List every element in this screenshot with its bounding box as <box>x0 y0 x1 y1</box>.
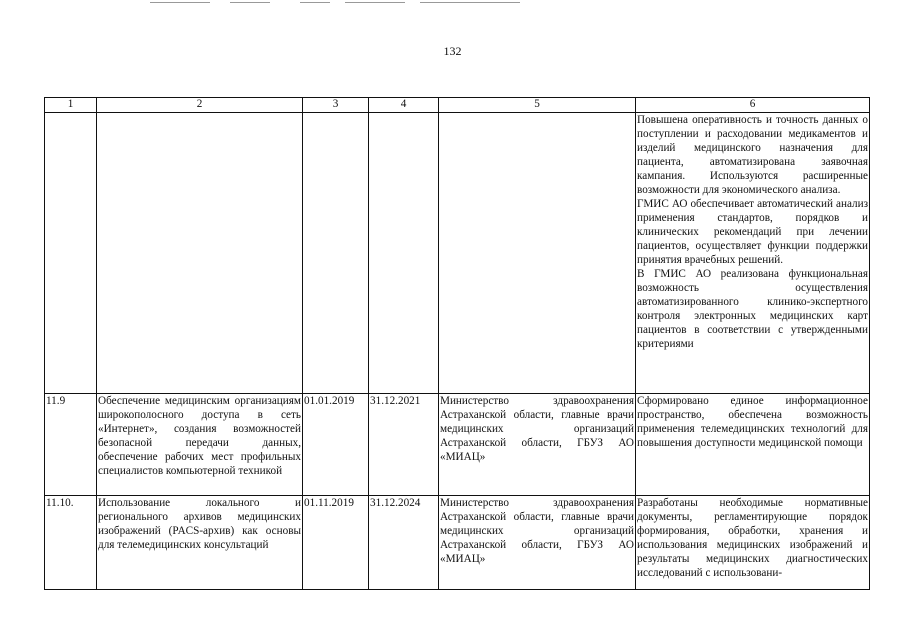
table-row <box>45 394 870 496</box>
start-date: 01.01.2019 <box>303 394 369 496</box>
scan-artifact-line <box>345 2 405 3</box>
page-number: 132 <box>443 44 462 58</box>
result: Сформировано единое информационное пространство, обеспечена возможность применения телемедицинских технологий для повышения доступности медицинской помощи <box>636 394 870 496</box>
header-cell: 4 <box>369 98 439 113</box>
executor: Министерство здравоохранения Астраханской области, главные врачи медицинских организаций Астраханской области, ГБУЗ АО «МИАЦ» <box>439 496 636 590</box>
empty-cell <box>369 113 439 394</box>
header-cell: 2 <box>97 98 303 113</box>
empty-cell <box>97 113 303 394</box>
scan-artifact-line <box>300 2 330 3</box>
empty-cell <box>303 113 369 394</box>
scan-artifact-line <box>150 2 210 3</box>
plan-table <box>44 97 870 590</box>
start-date: 01.11.2019 <box>303 496 369 590</box>
header-cell: 3 <box>303 98 369 113</box>
measure-name: Обеспечение медицинским организациям широкополосного доступа в сеть «Интернет», создания возможностей безопасной передачи данных, обеспечение рабочих мест профильных специалистов компьютерной техникой <box>97 394 303 496</box>
header-row <box>45 98 870 113</box>
result-paragraph: ГМИС АО обеспечивает автоматический анализ применения стандартов, порядков и клинических рекомендаций при лечении пациентов, осуществляет функции поддержки принятия врачебных решений. <box>637 198 868 266</box>
scan-artifact-line <box>420 2 520 3</box>
end-date: 31.12.2024 <box>369 496 439 590</box>
header-cell: 5 <box>439 98 636 113</box>
result-cell <box>636 113 870 394</box>
table-row-continuation <box>45 113 870 394</box>
measure-name: Использование локального и регионального архивов медицинских изображений (PACS-архив) как основы для телемедицинских консультаций <box>97 496 303 590</box>
empty-cell <box>45 113 97 394</box>
executor: Министерство здравоохранения Астраханской области, главные врачи медицинских организаций Астраханской области, ГБУЗ АО «МИАЦ» <box>439 394 636 496</box>
table-row <box>45 496 870 590</box>
header-cell: 1 <box>45 98 97 113</box>
end-date: 31.12.2021 <box>369 394 439 496</box>
result-paragraph: Повышена оперативность и точность данных о поступлении и расходовании медикаментов и изделий медицинского назначения для пациента, автоматизирована заявочная кампания. Используются расширенные возможности для экономического анализа. <box>637 114 868 196</box>
scan-artifact-line <box>230 2 270 3</box>
row-number: 11.9 <box>45 394 97 496</box>
row-number: 11.10. <box>45 496 97 590</box>
empty-cell <box>439 113 636 394</box>
result-paragraph: В ГМИС АО реализована функциональная возможность осуществления автоматизированного клинико-экспертного контроля электронных медицинских карт пациентов в соответствии с утвержденными критериями <box>637 268 868 350</box>
header-cell: 6 <box>636 98 870 113</box>
result: Разработаны необходимые нормативные документы, регламентирующие порядок формирования, обработки, хранения и использования медицинских изображений и результаты медицинских диагностических исследований с использовани- <box>636 496 870 590</box>
